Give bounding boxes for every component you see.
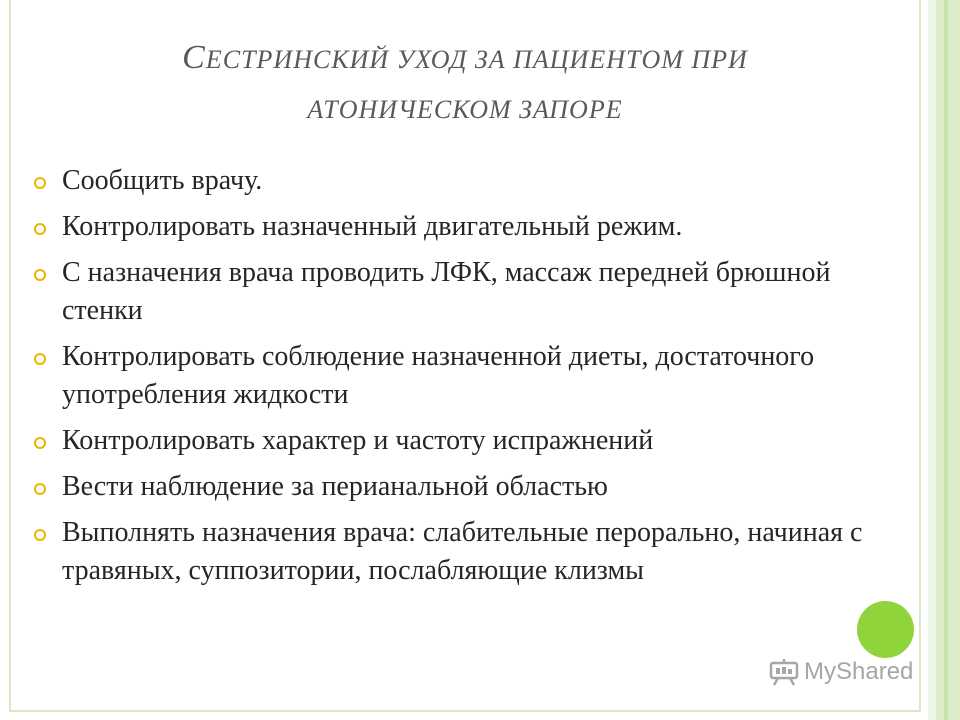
bullet-ring-icon: [34, 223, 46, 235]
bullet-text: Контролировать соблюдение назначенной диеты, достаточного употребления жидкости: [62, 341, 815, 410]
bullet-ring-icon: [34, 437, 46, 449]
bullet-item: [34, 208, 914, 246]
bullet-ring-icon: [34, 177, 46, 189]
bullet-text: Контролировать характер и частоту испражнений: [62, 425, 654, 456]
title-line-2: АТОНИЧЕСКОМ ЗАПОРЕ: [307, 95, 623, 124]
bullet-text: Вести наблюдение за перианальной областью: [62, 471, 608, 502]
bullet-text: Выполнять назначения врача: слабительные перорально, начиная с травяных, суппозитории, послабляющие клизмы: [62, 517, 863, 586]
slide-title: [0, 40, 930, 128]
bullet-item: [34, 338, 914, 414]
bullet-item: [34, 514, 914, 590]
bullet-ring-icon: [34, 529, 46, 541]
bullet-text: Сообщить врачу.: [62, 165, 263, 196]
title-initial-letter: С: [182, 39, 206, 76]
bullet-ring-icon: [34, 353, 46, 365]
bullet-ring-icon: [34, 269, 46, 281]
bullet-item: [34, 254, 914, 330]
bullet-item: [34, 422, 914, 460]
bullet-list: [34, 162, 914, 598]
bullet-ring-icon: [34, 483, 46, 495]
watermark-label: MyShared: [804, 658, 914, 685]
decorative-green-circle: [857, 601, 914, 658]
bullet-item: [34, 468, 914, 506]
title-line-1: ЕСТРИНСКИЙ УХОД ЗА ПАЦИЕНТОМ ПРИ: [205, 45, 748, 74]
side-decoration-band-dark: [944, 0, 948, 720]
watermark-logo[interactable]: [768, 658, 913, 686]
bullet-item: [34, 162, 914, 200]
presentation-board-icon: [768, 658, 800, 686]
bullet-text: С назначения врача проводить ЛФК, массаж передней брюшной стенки: [62, 257, 831, 326]
bullet-text: Контролировать назначенный двигательный режим.: [62, 211, 683, 242]
